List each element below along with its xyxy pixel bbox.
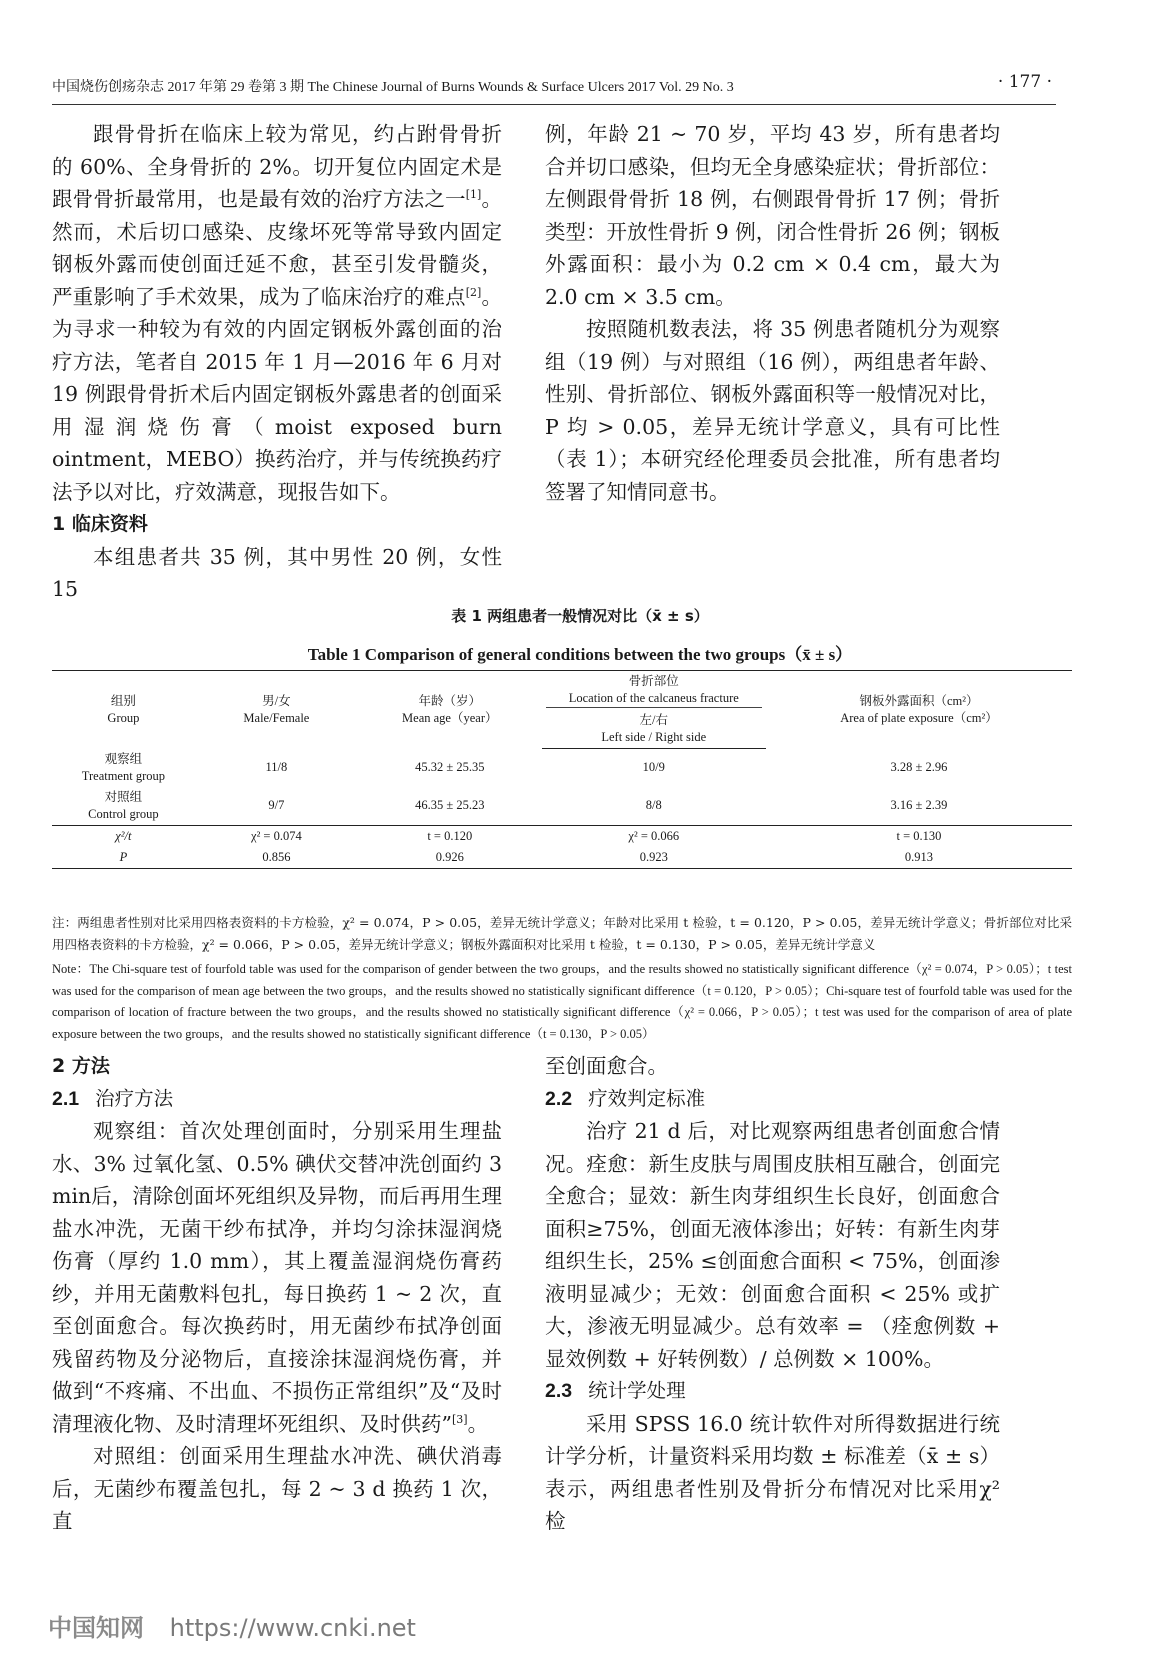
table-row: 对照组 Control group 9/7 46.35 ± 25.23 8/8 3.16 ± 2.39 — [88, 789, 948, 821]
journal-header-text: 中国烧伤创疡杂志 2017 年第 29 卷第 3 期 The Chinese Journal of Burns Wounds & Surface Ulcers 2017 Vol. 29 No. 3 — [52, 80, 734, 95]
col-header-sex: 男/女 Male/Female — [195, 671, 358, 749]
general-conditions-table — [52, 670, 1072, 869]
intro-paragraph: 跟骨骨折在临床上较为常见，约占跗骨骨折的 60%、全身骨折的 2%。切开复位内固定术是跟骨骨折最常用，也是最有效的治疗方法之一[1]。然而，术后切口感染、皮缘坏死等常导致内固定钢板外露而使创面迁延不愈，甚至引发骨髓炎，严重影响了手术效果，成为了临床治疗的难点[2]。为寻求一种较为有效的内固定钢板外露创面的治疗方法，笔者自 2015 年 1 月—2016 年 6 月对 19 例跟骨骨折术后内固定钢板外露患者的创面采用湿润烧伤膏（moist exposed burn ointment，MEBO）换药治疗，并与传统换药疗法予以对比，疗效满意，现报告如下。 — [52, 122, 503, 504]
patients-paragraph: 本组患者共 35 例，其中男性 20 例，女性 15 — [52, 544, 502, 601]
header-rule — [52, 104, 1056, 105]
running-header — [52, 72, 1052, 100]
subsection-heading-2-2: 2.2 疗效判定标准 — [545, 1086, 706, 1110]
col-header-group: 组别 Group — [52, 671, 195, 749]
left-column-bottom — [52, 1050, 502, 1538]
col-header-age: 年龄（岁） Mean age（year） — [358, 671, 542, 749]
patients-paragraph-cont: 例，年龄 21 ~ 70 岁，平均 43 岁，所有患者均合并切口感染，但均无全身感染症状；骨折部位：左侧跟骨骨折 18 例，右侧跟骨骨折 17 例；骨折类型：开放性骨折 9 例，闭合性骨折 26 例；钢板外露面积：最小为 0.2 cm × 0.4 cm，最大为 2.0 cm × 3.5 cm。 — [545, 122, 1000, 309]
col-header-area: 钢板外露面积（cm²） Area of plate exposure（cm²） — [766, 671, 1072, 749]
left-column-top — [52, 118, 502, 606]
control-paragraph-cont: 至创面愈合。 — [545, 1054, 668, 1078]
col-header-location: 骨折部位 Location of the calcaneus fracture — [542, 671, 766, 711]
table-note-cn: 注：两组患者性别对比采用四格表资料的卡方检验，χ² = 0.074，P > 0.05，差异无统计学意义；年龄对比采用 t 检验，t = 0.120，P > 0.05，差异无统计学意义；骨折部位对比采用四格表资料的卡方检验，χ² = 0.066，P > 0.05，差异无统计学意义；钢板外露面积对比采用 t 检验，t = 0.130，P > 0.05，差异无统计学意义 — [52, 915, 1072, 952]
grouping-paragraph: 按照随机数表法，将 35 例患者随机分为观察组（19 例）与对照组（16 例），两组患者年龄、性别、骨折部位、钢板外露面积等一般情况对比，P 均 > 0.05，差异无统计学意义，具有可比性（表 1）；本研究经伦理委员会批准，所有患者均签署了知情同意书。 — [545, 317, 1000, 504]
table-row: 观察组 Treatment group 11/8 45.32 ± 25.35 10/9 3.28 ± 2.96 — [81, 751, 948, 783]
section-heading-2: 2 方法 — [52, 1055, 110, 1077]
cnki-logo-text: 中国知网 — [48, 1614, 144, 1642]
cnki-watermark — [48, 1608, 416, 1643]
criteria-paragraph: 治疗 21 d 后，对比观察两组患者创面愈合情况。痊愈：新生皮肤与周围皮肤相互融合，创面完全愈合；显效：新生肉芽组织生长良好，创面愈合面积≥75%，创面无液体渗出；好转：有新生肉芽组织生长，25% ≤创面愈合面积 < 75%，创面渗液明显减少；无效：创面愈合面积 < 25% 或扩大，渗液无明显减少。总有效率 = （痊愈例数 + 显效例数 + 好转例数）/ 总例数 × 100%。 — [545, 1119, 1000, 1371]
citation-2[interactable]: [2] — [465, 285, 482, 299]
table-stat-row: χ²/t χ² = 0.074 t = 0.120 χ² = 0.066 t = 0.130 — [52, 825, 1072, 847]
right-column-top — [545, 118, 1000, 508]
col-subheader-location: 左/右 Left side / Right side — [542, 710, 766, 749]
table-note-en: Note：The Chi-square test of fourfold table was used for the comparison of gender between the two groups，and the results showed no statistically significant difference（χ² = 0.074，P > 0.05）；t test was used for the comparison of mean age between the two groups，and the results showed no statistically significant difference（t = 0.120，P > 0.05）；Chi-square test of fourfold table was used for the comparison of location of fracture between the two groups，and the results showed no statistically significant difference（χ² = 0.066，P > 0.05）；t test was used for the comparison of area of plate exposure between the two groups，and the results showed no statistically significant difference（t = 0.130，P > 0.05） — [52, 962, 1072, 1041]
table-title-en: Table 1 Comparison of general conditions between the two groups（x̄ ± s） — [307, 645, 853, 664]
page-number: · 177 · — [997, 72, 1052, 92]
subsection-heading-2-3: 2.3 统计学处理 — [545, 1379, 686, 1402]
table-stat-row: P 0.856 0.926 0.923 0.913 — [52, 847, 1072, 869]
citation-1[interactable]: [1] — [465, 188, 482, 202]
table-title-cn: 表 1 两组患者一般情况对比（x̄ ± s） — [451, 607, 709, 625]
statistics-paragraph: 采用 SPSS 16.0 统计软件对所得数据进行统计学分析，计量资料采用均数 ± 标准差（x̄ ± s）表示，两组患者性别及骨折分布情况对比采用χ² 检 — [545, 1411, 1000, 1533]
subsection-heading-2-1: 2.1 治疗方法 — [52, 1086, 174, 1110]
control-paragraph: 对照组：创面采用生理盐水冲洗、碘伏消毒后，无菌纱布覆盖包扎，每 2 ~ 3 d 换药 1 次，直 — [52, 1444, 502, 1533]
treatment-paragraph: 观察组：首次处理创面时，分别采用生理盐水、3% 过氧化氢、0.5% 碘伏交替冲洗创面约 3 min后，清除创面坏死组织及异物，而后再用生理盐水冲洗，无菌干纱布拭净，并均匀涂抹湿润烧伤膏（厚约 1.0 mm），其上覆盖湿润烧伤膏药纱，并用无菌敷料包扎，每日换药 1 ~ 2 次，直至创面愈合。每次换药时，用无菌纱布拭净创面残留药物及分泌物后，直接涂抹湿润烧伤膏，并做到“不疼痛、不出血、不损伤正常组织”及“及时清理液化物、及时清理坏死组织、及时供药”[3]。 — [52, 1119, 502, 1436]
section-heading-1: 1 临床资料 — [52, 513, 148, 535]
right-column-bottom — [545, 1050, 1000, 1538]
citation-3[interactable]: [3] — [451, 1412, 468, 1426]
table-notes — [52, 912, 1072, 1045]
cnki-url[interactable]: https://www.cnki.net — [169, 1614, 416, 1642]
